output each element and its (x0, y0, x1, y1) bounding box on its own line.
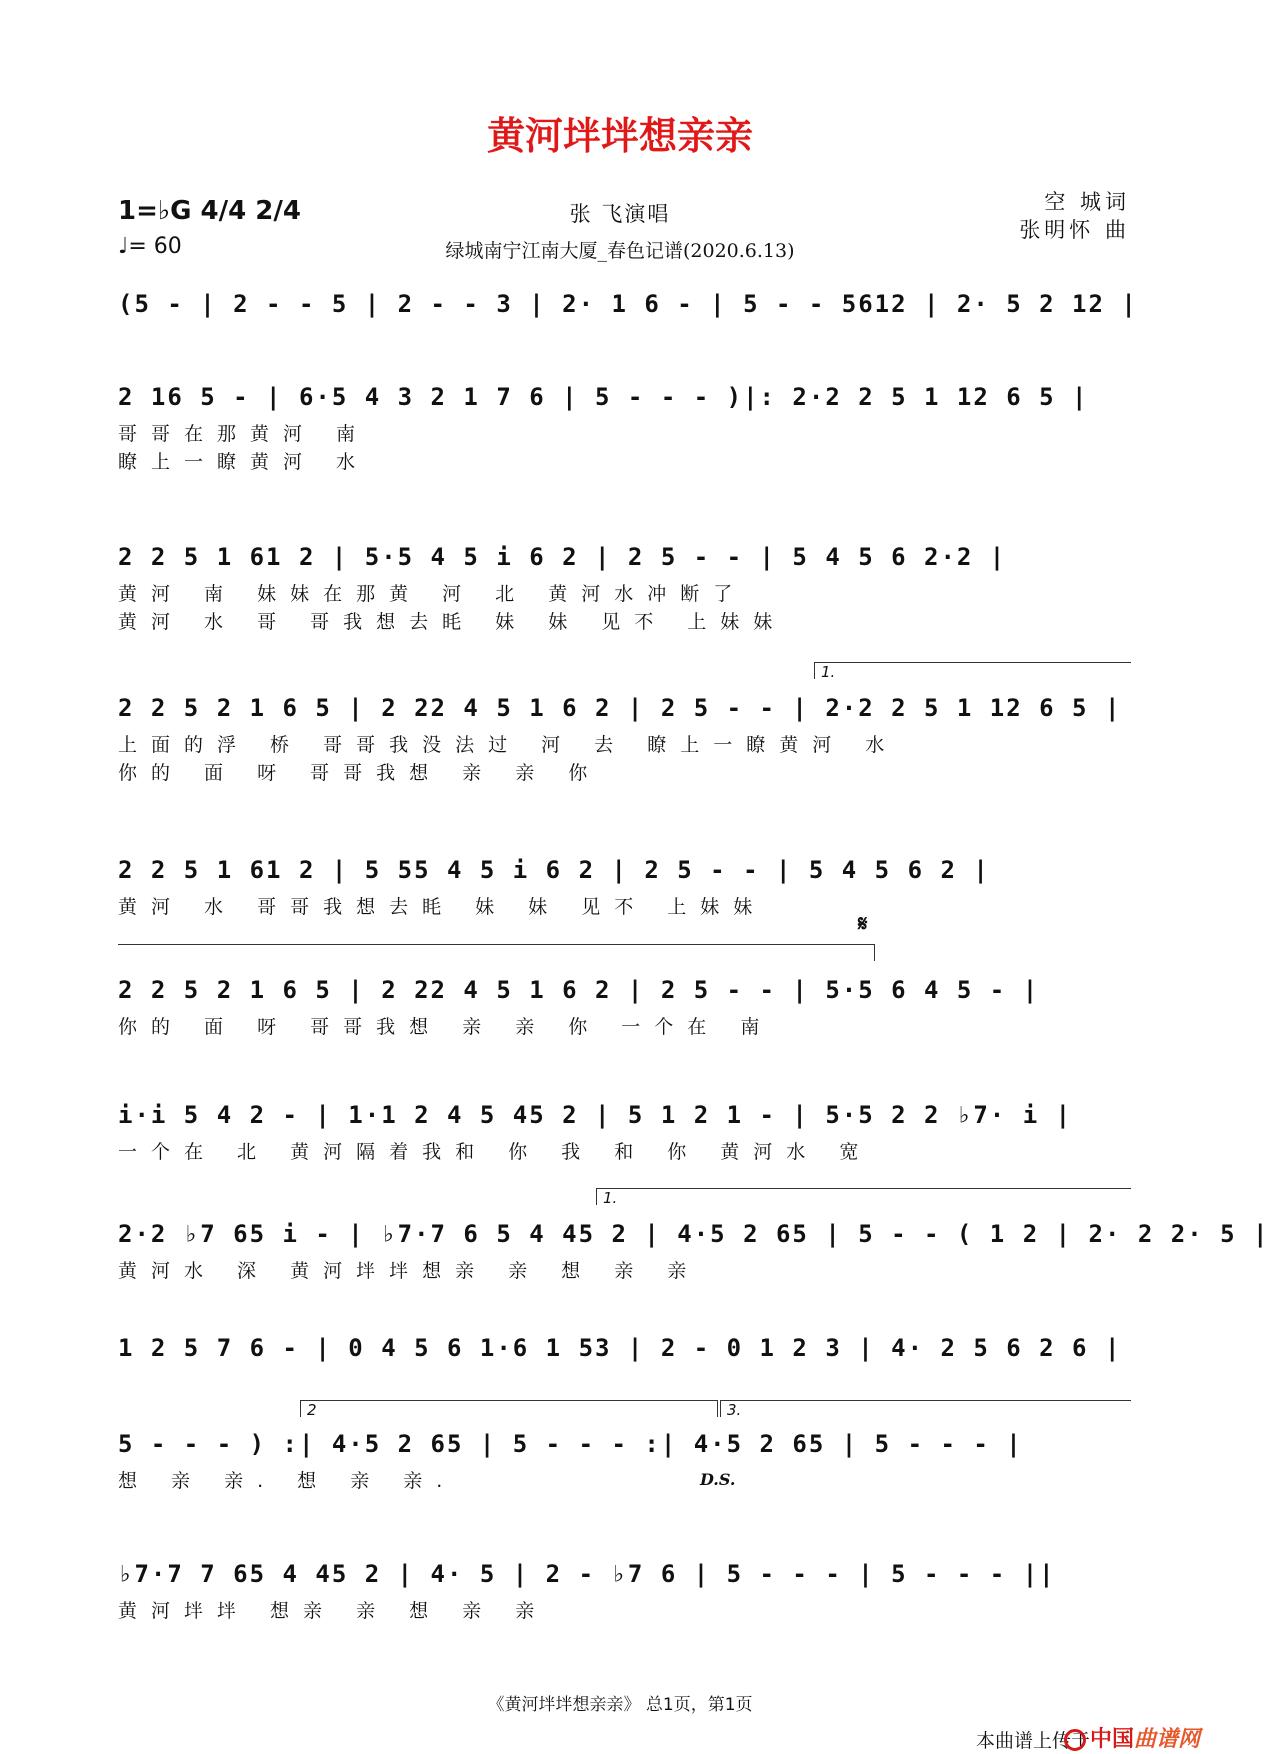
lyrics-verse-1: 黄河水 深 黄河坢坢想亲 亲 想 亲 亲 (118, 1260, 701, 1282)
segno-icon: 𝄋 (858, 912, 868, 937)
score-row-7 (118, 1093, 1130, 1173)
singer-credit: 张 飞演唱 (569, 202, 671, 226)
score-row-5 (118, 848, 1130, 928)
lyrics-verse-1: 你的 面 呀 哥哥我想 亲 亲 你 一个在 南 (118, 1016, 774, 1038)
logo-main: 中国 (1089, 1727, 1134, 1752)
lyrics-verse-1: 黄河 南 妹妹在那黄 河 北 黄河水冲断了 (118, 583, 747, 605)
repeat-bracket (118, 944, 875, 961)
lyrics-verse-1: 黄河坢坢 想亲 亲 想 亲 亲 (118, 1600, 549, 1622)
lyrics-verse-1: 哥哥在那黄河 南 (118, 423, 370, 445)
notation-line: 2 2 5 2 1 6 5 | 2 22 4 5 1 6 2 | 2 5 - - | 2·2 2 5 1 12 6 5 | (118, 694, 1122, 722)
lyrics-verse-1: 黄河 水 哥哥我想去眊 妹 妹 见不 上妹妹 (118, 896, 767, 918)
third-ending-bracket: 3. (720, 1400, 1131, 1417)
notation-line: 2·2 ♭7 65 i - | ♭7·7 6 5 4 45 2 | 4·5 2 65 | 5 - - ( 1 2 | 2· 2 2· 5 | (118, 1220, 1269, 1248)
first-ending-bracket: 1. (814, 662, 1131, 679)
score-row-4 (118, 686, 1130, 796)
score-row-1 (118, 282, 1138, 332)
score-row-2 (118, 375, 1130, 485)
notation-line: (5 - | 2 - - 5 | 2 - - 3 | 2· 1 6 - | 5 - - 5612 | 2· 5 2 12 | (118, 290, 1138, 318)
score-row-6 (118, 968, 1130, 1048)
score-row-10 (118, 1422, 1130, 1502)
lyrics-verse-1: 想 亲 亲. 想 亲 亲. (118, 1470, 457, 1492)
lyrics-verse-2: 瞭上一瞭黄河 水 (118, 451, 370, 473)
notation-line: ♭7·7 7 65 4 45 2 | 4· 5 | 2 - ♭7 6 | 5 - - - | 5 - - - || (118, 1560, 1056, 1588)
score-row-9 (118, 1326, 1130, 1376)
notation-line: 1 2 5 7 6 - | 0 4 5 6 1·6 1 53 | 2 - 0 1 2 3 | 4· 2 5 6 2 6 | (118, 1334, 1122, 1362)
tempo-marking: ♩= 60 (118, 234, 182, 259)
transcription-source: 绿城南宁江南大厦_春色记谱(2020.6.13) (445, 240, 795, 262)
page-title: 黄河坢坢想亲亲 (486, 113, 753, 158)
score-row-11 (118, 1552, 1130, 1632)
notation-line: i·i 5 4 2 - | 1·1 2 4 5 45 2 | 5 1 2 1 - | 5·5 2 2 ♭7· i | (118, 1101, 1073, 1129)
first-ending-bracket: 1. (596, 1188, 1131, 1205)
logo-sub: 曲谱网 (1133, 1727, 1200, 1752)
second-ending-bracket: 2 (300, 1400, 718, 1417)
lyricist-credit: 空 城词 (1044, 190, 1130, 214)
score-row-3 (118, 535, 1130, 645)
lyrics-verse-1: 上面的浮 桥 哥哥我没法过 河 去 瞭上一瞭黄河 水 (118, 734, 899, 756)
lyrics-verse-2: 黄河 水 哥 哥我想去眊 妹 妹 见不 上妹妹 (118, 611, 787, 633)
site-logo[interactable] (1064, 1722, 1200, 1753)
upload-note: 本曲谱上传于 (975, 1730, 1090, 1752)
notation-line: 2 16 5 - | 6·5 4 3 2 1 7 6 | 5 - - - )|: 2·2 2 5 1 12 6 5 | (118, 383, 1089, 411)
page-footer: 《黄河坢坢想亲亲》 总1页，第1页 (487, 1695, 753, 1715)
lyrics-verse-2: 你的 面 呀 哥哥我想 亲 亲 你 (118, 762, 602, 784)
notation-line: 2 2 5 1 61 2 | 5 55 4 5 i 6 2 | 2 5 - - | 5 4 5 6 2 | (118, 856, 990, 884)
notation-line: 2 2 5 2 1 6 5 | 2 22 4 5 1 6 2 | 2 5 - - | 5·5 6 4 5 - | (118, 976, 1040, 1004)
notation-line: 5 - - - ) :| 4·5 2 65 | 5 - - - :| 4·5 2 65 | 5 - - - | (118, 1430, 1023, 1458)
composer-credit: 张明怀 曲 (1019, 218, 1130, 242)
notation-line: 2 2 5 1 61 2 | 5·5 4 5 i 6 2 | 2 5 - - | 5 4 5 6 2·2 | (118, 543, 1007, 571)
key-signature: 1=♭G 4/4 2/4 (118, 196, 301, 226)
dal-segno-mark: D.S. (700, 1470, 736, 1489)
lyrics-verse-1: 一个在 北 黄河隔着我和 你 我 和 你 黄河水 宽 (118, 1141, 873, 1163)
logo-icon (1064, 1729, 1086, 1751)
score-row-8 (118, 1212, 1269, 1292)
